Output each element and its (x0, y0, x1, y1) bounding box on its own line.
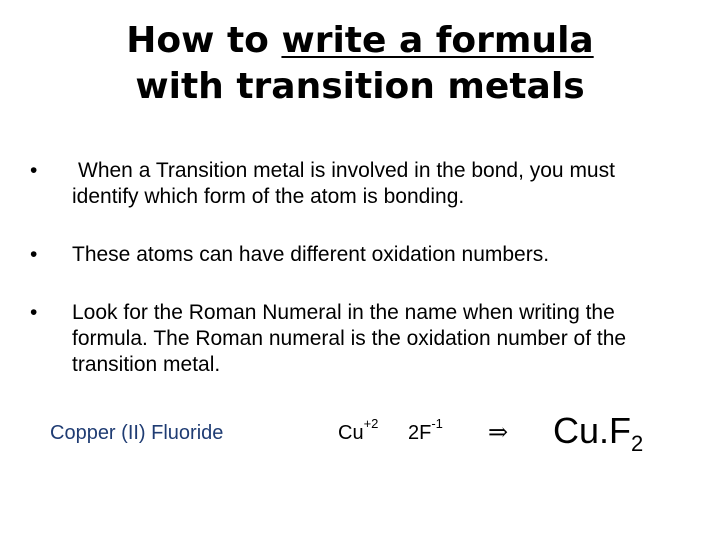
title-line-1 (0, 18, 720, 64)
bullet-marker: • (30, 243, 38, 266)
title-prefix: How to (126, 20, 282, 61)
implies-arrow-icon: ⇒ (488, 418, 509, 446)
title-underlined-text: write a formula (281, 20, 594, 61)
cation-symbol: Cu (338, 422, 364, 444)
formula-subscript: 2 (631, 431, 644, 457)
bullet-marker: • (30, 301, 38, 324)
bullet-item (30, 158, 680, 210)
bullet-marker: • (30, 159, 38, 182)
formula-base: Cu.F (553, 410, 632, 451)
bullet-text: When a Transition metal is involved in the bond, you must identify which form of the atom is bonding. (72, 159, 615, 208)
bullet-item (30, 300, 680, 378)
anion-symbol: 2F (408, 422, 432, 444)
title-line-2: with transition metals (135, 66, 585, 107)
bullet-text: Look for the Roman Numeral in the name when writing the formula. The Roman numeral is the oxidation number of the transition metal. (72, 301, 627, 376)
anion-ion (408, 416, 443, 445)
bullet-text: These atoms can have different oxidation numbers. (72, 243, 550, 266)
anion-charge: -1 (431, 416, 443, 432)
resulting-formula (553, 410, 644, 457)
slide-title (0, 18, 720, 110)
cation-ion (338, 416, 379, 445)
cation-charge: +2 (363, 416, 379, 432)
bullet-item (30, 242, 680, 268)
compound-name: Copper (II) Fluoride (50, 422, 224, 444)
